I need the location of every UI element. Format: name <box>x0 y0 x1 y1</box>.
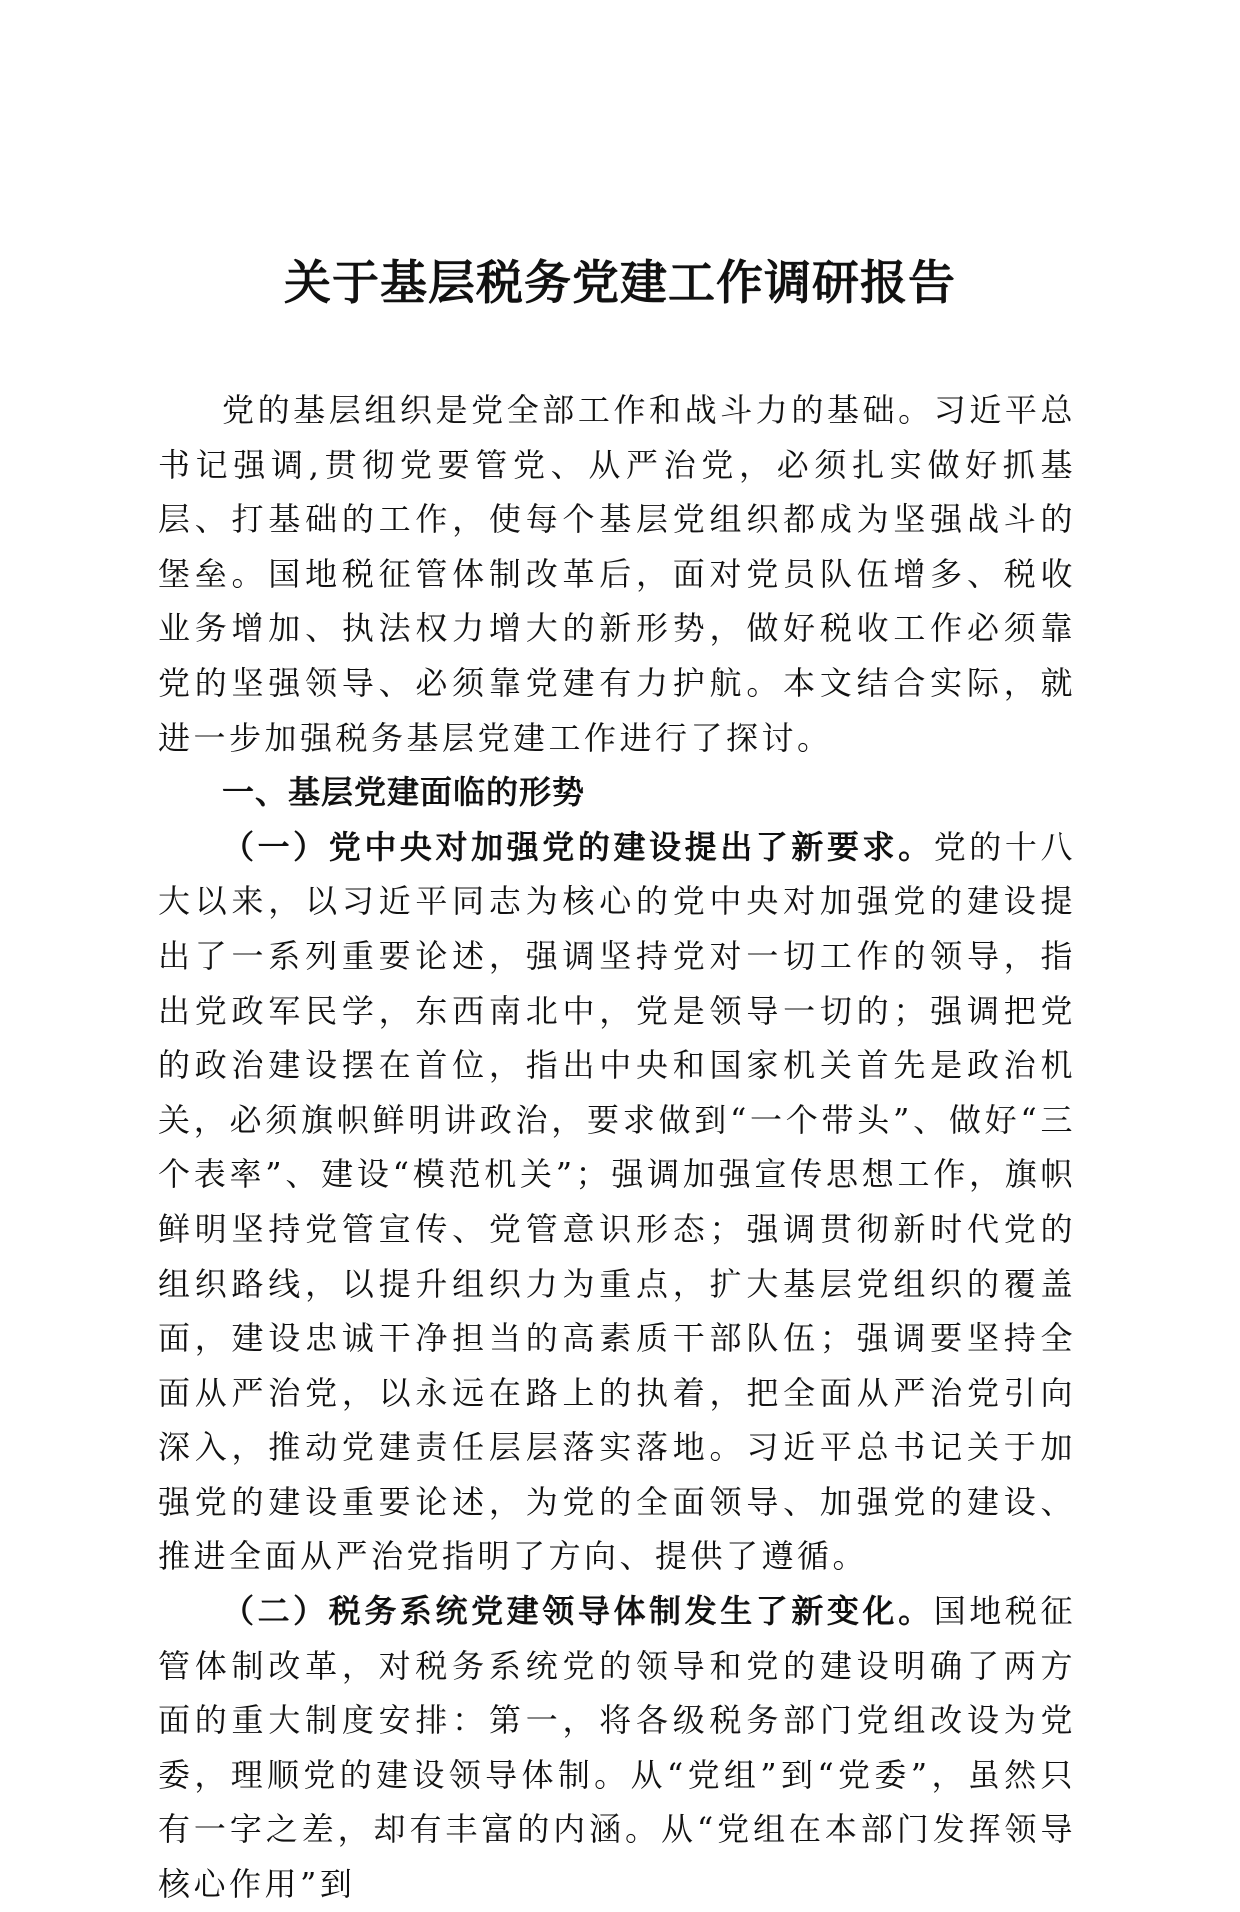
subsection-1-paragraph <box>158 820 1076 1584</box>
section-heading: 一、基层党建面临的形势 <box>222 773 586 812</box>
document-title: 关于基层税务党建工作调研报告 <box>284 256 956 311</box>
subsection-2-paragraph <box>158 1584 1076 1912</box>
subsection-2-lead: （二）税务系统党建领导体制发生了新变化。 <box>222 1592 934 1631</box>
document-body <box>158 383 1076 1912</box>
intro-paragraph: 党的基层组织是党全部工作和战斗力的基础。习近平总书记强调,贯彻党要管党、从严治党，必须扎实做好抓基层、打基础的工作，使每个基层党组织都成为坚强战斗的堡垒。国地税征管体制改革后，面对党员队伍增多、税收业务增加、执法权力增大的新形势，做好税收工作必须靠党的坚强领导、必须靠党建有力护航。本文结合实际，就进一步加强税务基层党建工作进行了探讨。 <box>158 391 1076 757</box>
subsection-2-text: 国地税征管体制改革，对税务系统党的领导和党的建设明确了两方面的重大制度安排：第一，将各级税务部门党组改设为党委，理顺党的建设领导体制。从“党组”到“党委”，虽然只有一字之差，却有丰富的内涵。从“党组在本部门发挥领导核心作用”到 <box>158 1592 1076 1904</box>
subsection-1-lead: （一）党中央对加强党的建设提出了新要求。 <box>222 827 934 866</box>
subsection-1-text: 党的十八大以来，以习近平同志为核心的党中央对加强党的建设提出了一系列重要论述，强调坚持党对一切工作的领导，指出党政军民学，东西南北中，党是领导一切的；强调把党的政治建设摆在首位，指出中央和国家机关首先是政治机关，必须旗帜鲜明讲政治，要求做到“一个带头”、做好“三个表率”、建设“模范机关”；强调加强宣传思想工作，旗帜鲜明坚持党管宣传、党管意识形态；强调贯彻新时代党的组织路线，以提升组织力为重点，扩大基层党组织的覆盖面，建设忠诚干净担当的高素质干部队伍；强调要坚持全面从严治党，以永远在路上的执着，把全面从严治党引向深入，推动党建责任层层落实落地。习近平总书记关于加强党的建设重要论述，为党的全面领导、加强党的建设、推进全面从严治党指明了方向、提供了遵循。 <box>158 827 1076 1576</box>
